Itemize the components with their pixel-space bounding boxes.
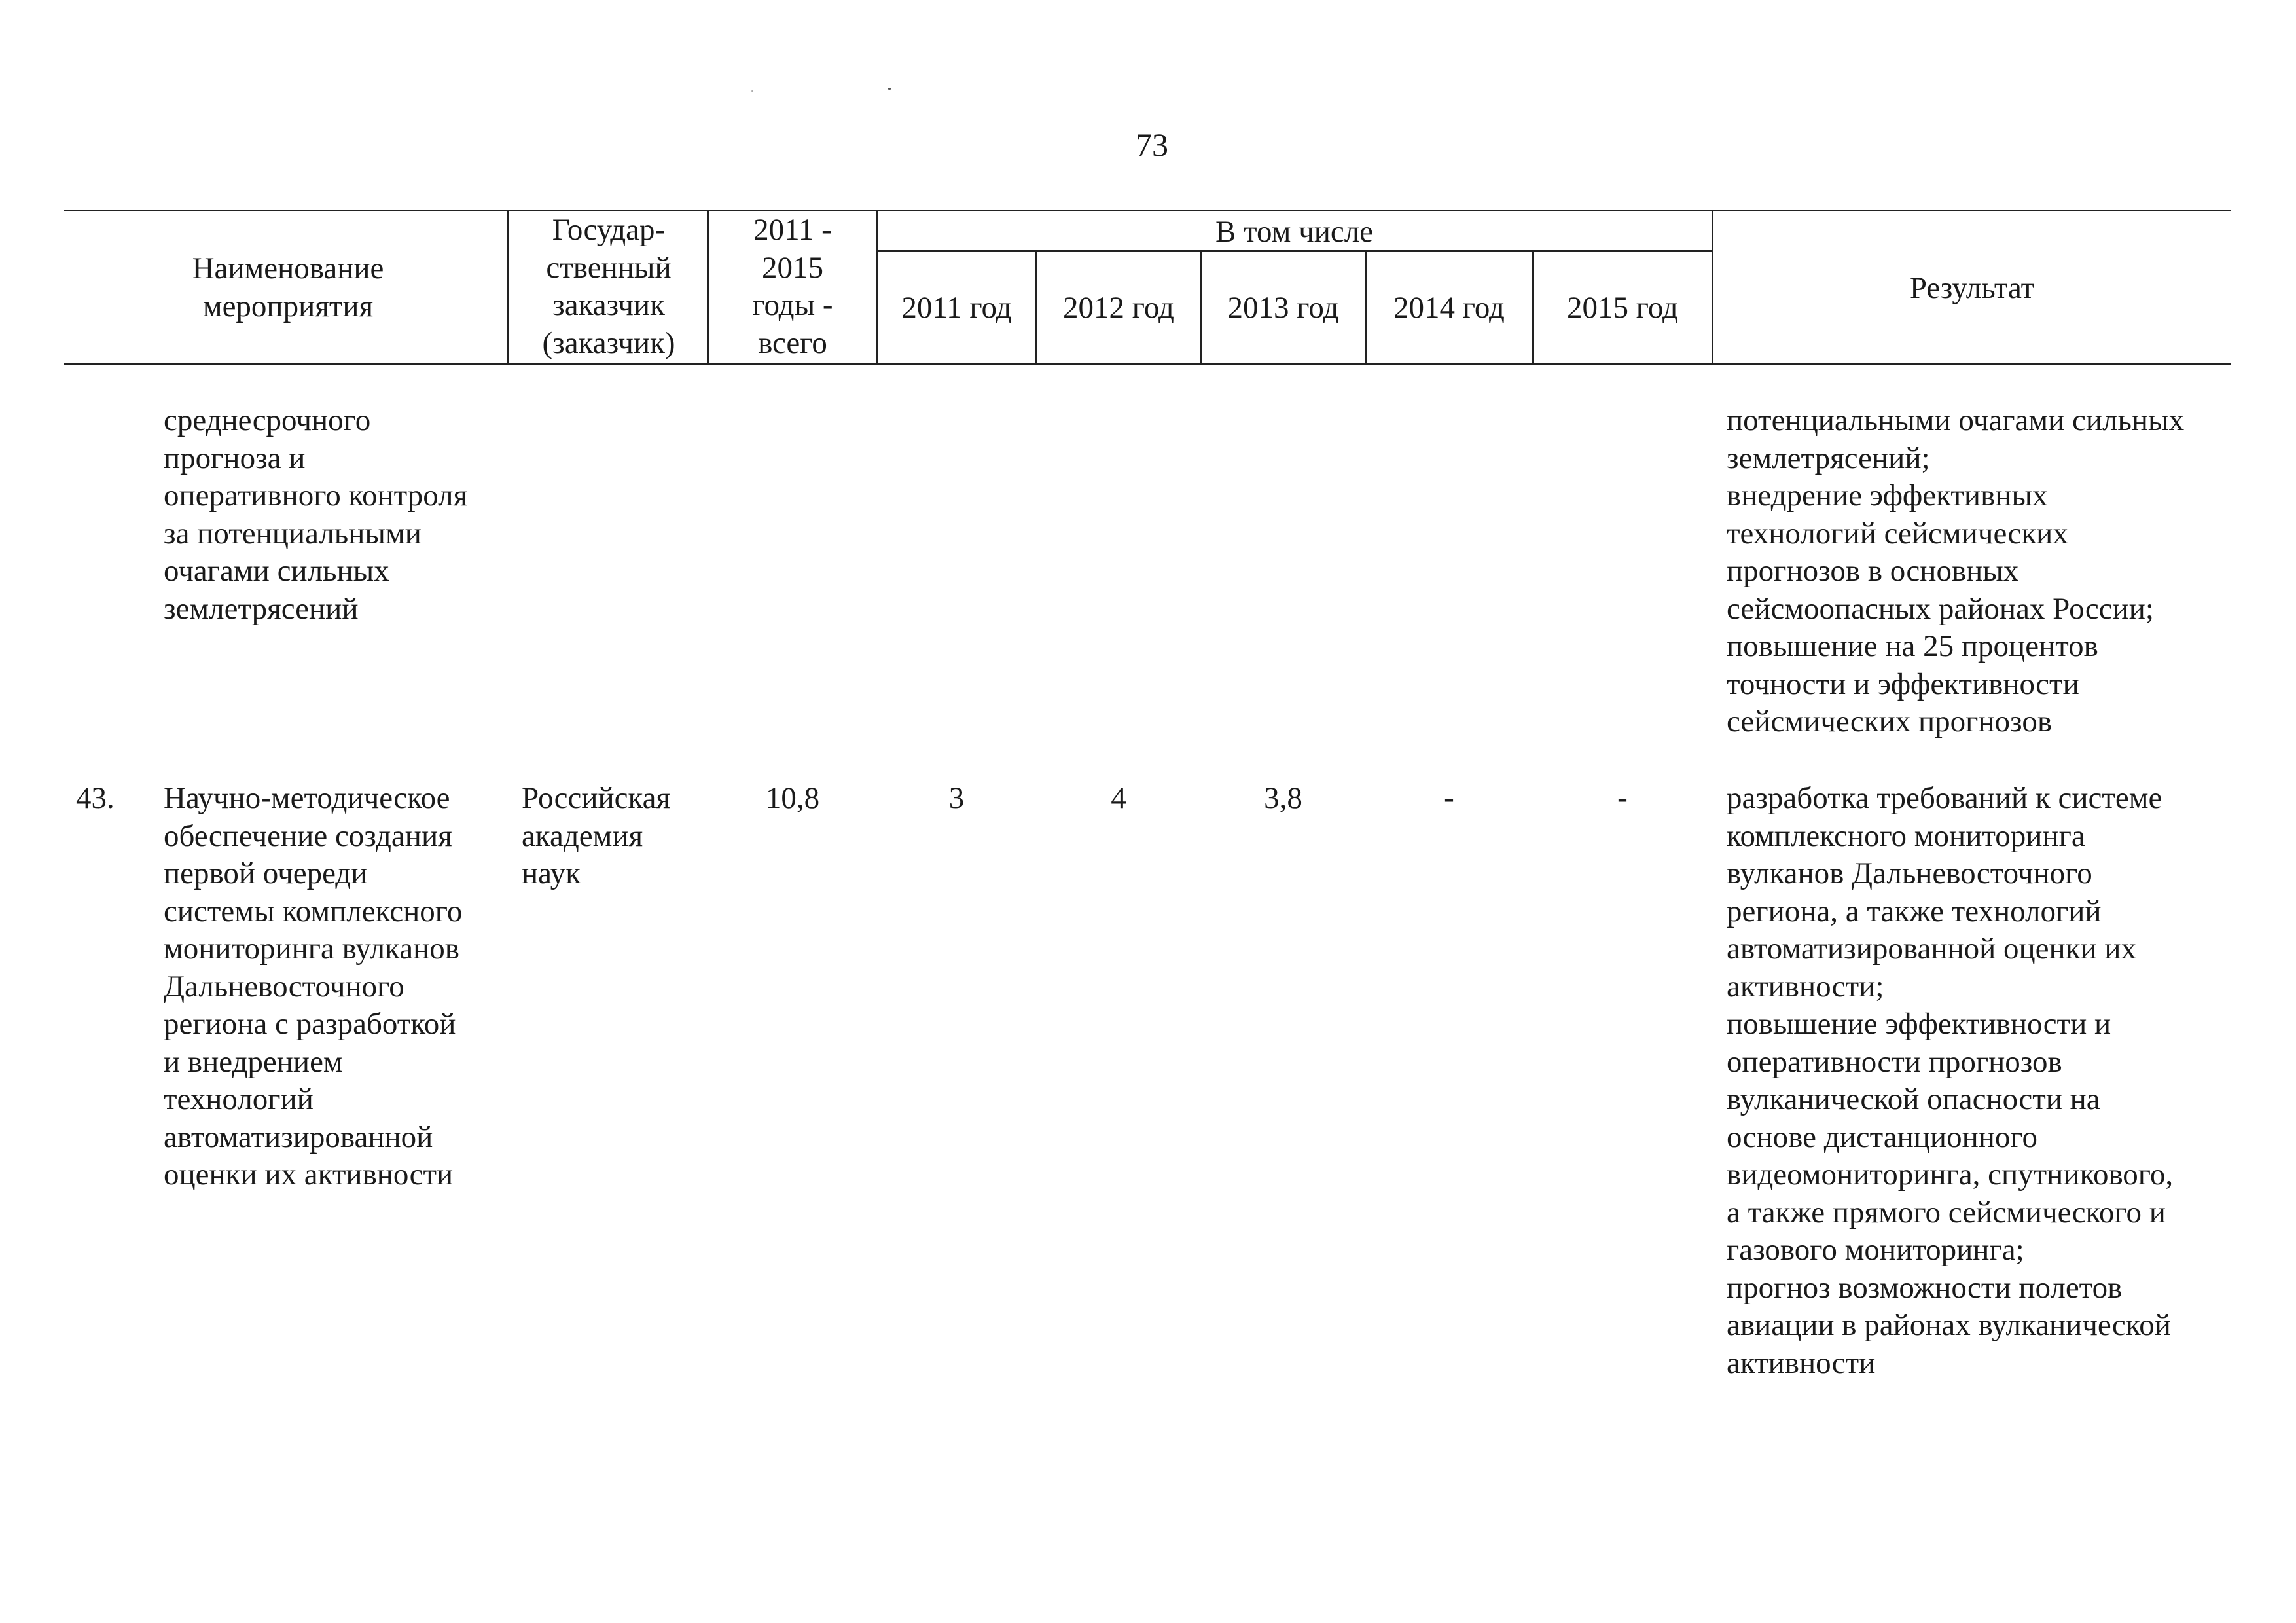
row-2013: 3,8 (1264, 781, 1302, 815)
header-total: 2011 - 2015 годы - всего (752, 213, 833, 360)
header-bottom-rule (64, 363, 2231, 365)
row-2011: 3 (948, 781, 965, 815)
row-total: 10,8 (765, 781, 820, 815)
column-divider (707, 210, 709, 365)
header-group: В том числе (1215, 215, 1374, 249)
header-customer: Государ- ственный заказчик (заказчик) (542, 213, 675, 360)
header-2015: 2015 год (1567, 291, 1678, 325)
header-2012: 2012 год (1063, 291, 1174, 325)
row-number: 43. (76, 781, 115, 815)
header-2013: 2013 год (1227, 291, 1339, 325)
header-name: Наименование мероприятия (192, 251, 384, 323)
scan-speck (888, 88, 891, 90)
row-customer: Российская академия наук (522, 781, 671, 890)
row-2014: - (1444, 781, 1454, 815)
header-2011: 2011 год (901, 291, 1012, 325)
page-number: 73 (1136, 126, 1168, 163)
row-name: Научно-методическое обеспечение создания первой очереди системы комплексного мониторинга вулканов Дальневосточного региона с разработкой и внедрением технологий автоматизированной оценки их активности (164, 781, 463, 1192)
row-2012: 4 (1111, 781, 1126, 815)
column-divider (507, 210, 509, 365)
row-2015: - (1617, 781, 1628, 815)
header-2014: 2014 год (1393, 291, 1505, 325)
header-top-rule (64, 210, 2231, 211)
row-result: потенциальными очагами сильных землетрясений; внедрение эффективных технологий сейсмических прогнозов в основных сейсмоопасных районах России; повышение на 25 процентов точности и эффективности сейсмических прогнозов (1727, 403, 2185, 739)
header-result: Результат (1909, 271, 2035, 305)
row-name: среднесрочного прогноза и оперативного контроля за потенциальными очагами сильных землетрясений (164, 403, 468, 626)
row-result: разработка требований к системе комплексного мониторинга вулканов Дальневосточного региона, а также технологий автоматизированной оценки их активности; повышение эффективности и оперативности прогнозов вулканической опасности на основе дистанционного видеомониторинга, спутникового, а также прямого сейсмического и газового мониторинга; прогноз возможности полетов авиации в районах вулканической активности (1727, 781, 2174, 1380)
scan-speck (751, 90, 753, 92)
